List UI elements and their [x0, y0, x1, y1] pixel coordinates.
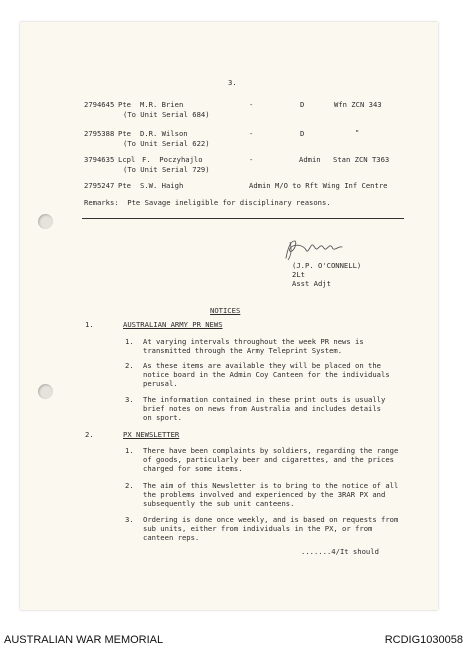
item-line: The aim of this Newsletter is to bring to the notice of all — [143, 481, 399, 490]
item-line: At varying intervals throughout the week PR news is — [143, 337, 364, 346]
remark: Stan ZCN T363 — [333, 155, 390, 164]
category-code: D — [300, 100, 305, 109]
section-number: 2. — [85, 430, 94, 439]
category-code: Admin — [299, 155, 321, 164]
remarks-line: Remarks: Pte Savage ineligible for disciplinary reasons. — [84, 198, 331, 207]
handwritten-signature — [282, 236, 344, 262]
section-divider — [82, 218, 404, 219]
item-number: 1. — [125, 337, 134, 346]
item-line: brief notes on news from Australia and includes details — [143, 404, 381, 413]
item-number: 1. — [125, 446, 134, 455]
rank: Pte — [118, 181, 131, 190]
unit-serial-note: (To Unit Serial 729) — [123, 165, 210, 174]
rank: Lcpl — [118, 155, 136, 164]
item-line: Ordering is done once weekly, and is based on requests from — [143, 515, 399, 524]
service-number: 2794645 — [84, 100, 115, 109]
item-line: canteen reps. — [143, 533, 200, 542]
item-line: As these items are available they will be placed on the — [143, 361, 381, 370]
item-line: subsequently the sub unit canteens. — [143, 499, 295, 508]
section-title: AUSTRALIAN ARMY PR NEWS — [123, 320, 223, 329]
remark: " — [355, 128, 360, 137]
punch-hole-top — [38, 214, 53, 229]
category-code: D — [300, 129, 305, 138]
item-number: 2. — [125, 481, 134, 490]
service-number: 2795247 — [84, 181, 115, 190]
item-line: on sport. — [143, 413, 182, 422]
page-number: 3. — [228, 78, 237, 87]
item-line: of goods, particularly beer and cigarettes, and the prices — [143, 455, 394, 464]
footer-reference: RCDIG1030058 — [384, 634, 463, 646]
item-line: sub units, either from individuals in the PX, or from — [143, 524, 373, 533]
dash: - — [249, 100, 254, 109]
item-line: perusal. — [143, 379, 178, 388]
item-line: charged for some items. — [143, 464, 243, 473]
rank: Pte — [118, 100, 131, 109]
soldier-name: F. Poczyhajlo — [142, 155, 203, 164]
service-number: 3794635 — [84, 155, 115, 164]
item-line: notice board in the Admin Coy Canteen for the individuals — [143, 370, 390, 379]
soldier-name: S.W. Haigh — [140, 181, 184, 190]
signatory-title: Asst Adjt — [292, 279, 331, 288]
item-line: There have been complaints by soldiers, regarding the range — [143, 446, 399, 455]
unit-serial-note: (To Unit Serial 684) — [123, 110, 210, 119]
dash: - — [249, 129, 254, 138]
soldier-name: M.R. Brien — [140, 100, 184, 109]
item-line: transmitted through the Army Teleprint System. — [143, 346, 343, 355]
unit-serial-note: (To Unit Serial 622) — [123, 139, 210, 148]
remark: Admin M/O to Rft Wing Inf Centre — [249, 181, 388, 190]
punch-hole-bottom — [38, 384, 53, 399]
continuation-marker: .......4/It should — [301, 547, 379, 556]
section-number: 1. — [85, 320, 94, 329]
signatory-name: (J.P. O'CONNELL) — [292, 261, 362, 270]
rank: Pte — [118, 129, 131, 138]
dash: - — [249, 155, 254, 164]
section-title: PX NEWSLETTER — [123, 430, 180, 439]
item-line: the problems involved and experienced by the 3RAR PX and — [143, 490, 386, 499]
footer-source: AUSTRALIAN WAR MEMORIAL — [4, 634, 164, 646]
notices-heading: NOTICES — [210, 306, 241, 315]
item-number: 3. — [125, 515, 134, 524]
remark: Wfn ZCN 343 — [334, 100, 382, 109]
soldier-name: D.R. Wilson — [140, 129, 188, 138]
item-line: The information contained in these print outs is usually — [143, 395, 386, 404]
service-number: 2795388 — [84, 129, 115, 138]
item-number: 3. — [125, 395, 134, 404]
item-number: 2. — [125, 361, 134, 370]
signatory-rank: 2Lt — [292, 270, 305, 279]
document-page — [20, 22, 438, 610]
